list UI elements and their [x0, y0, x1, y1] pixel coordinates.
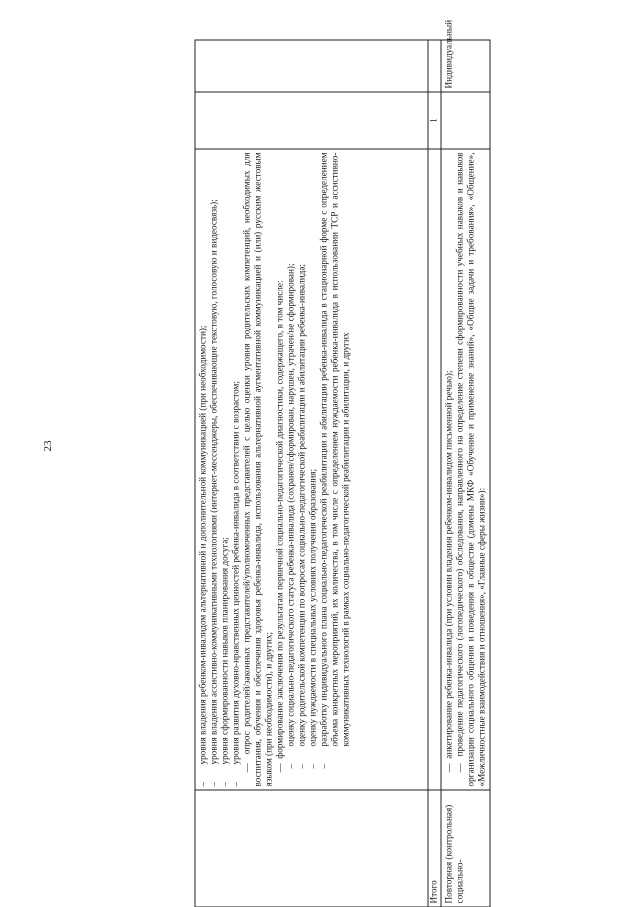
list-item: – разработку индивидуального плана социально-педагогической реабилитации и абилитации ребенка-инвалида в стационарной форме с определением объема конкретных мероприятий, их количества, в том числе с определением нуждаемости ребенка-инвалида в использовании ТСР и ассистивно-коммуникативных технологий в рамках социально-педагогической реабилитации и абилитации, и других: [318, 152, 351, 768]
services-table: [194, 19, 490, 907]
form-cell: Индивидуальный: [441, 40, 490, 92]
cell-quantity-empty: [195, 92, 428, 149]
paragraph: — проведение педагогического (логопедического) обследования, направленного на определение степени сформированности учебных навыков и навыков организации социального общения и поведения в обществе (домены МКФ «Обучение и применение знаний», «Общие задачи и требования», «Общение», «Межличностные взаимодействия и отношения», «Главные сферы жизни»):: [454, 152, 487, 786]
paragraph: — анкетирование ребенка-инвалида (при условии владения ребенком-инвалидом письменной речью);: [443, 369, 453, 772]
table-row: [441, 40, 490, 907]
rotated-table: [194, 19, 487, 907]
list-item: – уровня сформированности навыков планирования досуга;: [219, 536, 230, 786]
cell-label-empty: [195, 790, 428, 907]
list-item: – уровня владения ребенком-инвалидом альтернативной и дополнительной коммуникацией (при необходимости);: [197, 325, 207, 786]
list-item: – уровня развития духовно-нравственных ценностей ребенка-инвалида в соответствии с возрастом;: [230, 380, 241, 786]
itogo-empty: [428, 149, 441, 790]
cell-content: [441, 149, 490, 790]
itogo-label: Итого: [428, 790, 441, 907]
paragraph: — опрос родителей/законных представителей/уполномоченных представителей с целью оценки уровня родительских компетенций, необходимых для воспитания, обучения и обеспечения здоровья ребенка-инвалида, использования альтернативной аугментативной коммуникацией и (или) русским жестовым языком (при необходимости), и других;: [241, 151, 274, 786]
itogo-row: [428, 40, 441, 907]
list-item: – оценку социально-педагогического статуса ребенка-инвалида (сохранен/сформирован, нарушен, утрачен/не сформирован);: [285, 262, 296, 768]
page-number: 23: [42, 440, 54, 452]
row-label: Повторная (контрольная) социально-: [441, 790, 490, 907]
paragraph: — формирование заключения по результатам первичной социально-педагогической диагностики, содержащего, в том числе:: [274, 279, 285, 772]
cell-content: [195, 149, 428, 790]
cell-quantity-empty: [441, 92, 490, 149]
itogo-value: 1: [428, 92, 441, 149]
cell-form-empty: [195, 40, 428, 92]
list-item: – оценку нуждаемости в специальных условиях получения образования;: [307, 468, 318, 768]
list-item: – уровня владения ассистивно-коммуникативными технологиями (интернет-мессенджеры, обеспечивающие текстовую, голосовую и видеосвязь);: [208, 198, 219, 786]
list-item: – оценку родительской компетенции по вопросам социально-педагогической реабилитации и абилитации ребенка-инвалида;: [296, 263, 307, 768]
itogo-form-empty: [428, 40, 441, 92]
table-row: [195, 40, 428, 907]
